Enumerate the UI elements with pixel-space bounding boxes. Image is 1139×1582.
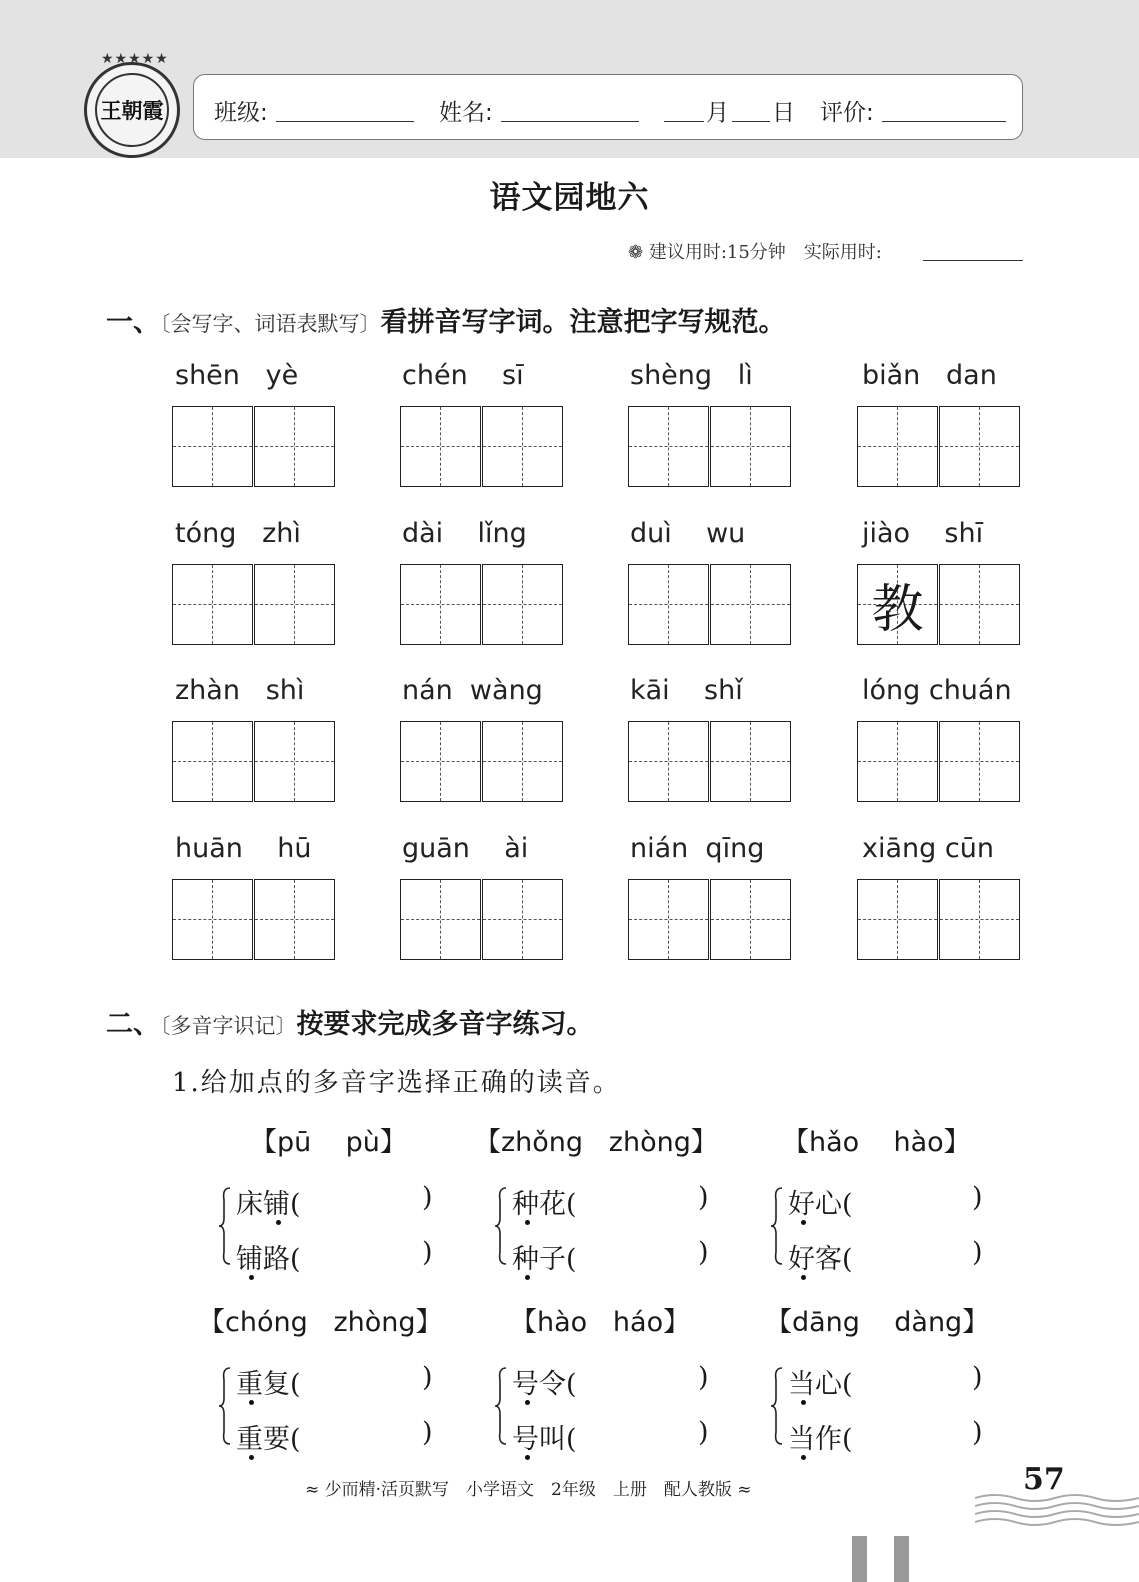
tianzi-box[interactable] xyxy=(628,406,709,487)
tianzi-box[interactable] xyxy=(857,721,938,802)
close-paren: ) xyxy=(698,1237,709,1268)
eval-field[interactable] xyxy=(882,121,1006,122)
pinyin-label: chén sī xyxy=(402,360,524,391)
pinyin-options: 【hào háo】 xyxy=(510,1307,691,1338)
section2-number: 二、 xyxy=(106,1009,160,1040)
pinyin-label: biǎn dan xyxy=(862,360,997,391)
day-field[interactable] xyxy=(732,121,770,122)
clock-icon: ❁ xyxy=(628,242,644,263)
brace-icon xyxy=(218,1186,232,1266)
emphasis-dot xyxy=(801,1220,806,1225)
written-character xyxy=(173,880,252,959)
polyphone-word: 种子( xyxy=(512,1244,577,1275)
tianzi-box[interactable] xyxy=(172,564,253,645)
close-paren: ) xyxy=(698,1182,709,1213)
pinyin-label: xiāng cūn xyxy=(862,833,994,864)
tianzi-box[interactable] xyxy=(628,879,709,960)
pinyin-options: 【chóng zhòng】 xyxy=(198,1307,443,1338)
written-character xyxy=(629,407,708,486)
tianzi-box[interactable] xyxy=(172,721,253,802)
tianzi-box[interactable] xyxy=(482,406,563,487)
answer-field[interactable] xyxy=(592,1362,696,1396)
written-character xyxy=(401,722,480,801)
actual-time-field[interactable] xyxy=(923,260,1023,261)
tianzi-box[interactable] xyxy=(254,564,335,645)
close-paren: ) xyxy=(698,1417,709,1448)
brace-icon xyxy=(770,1186,784,1266)
emphasis-dot xyxy=(525,1400,530,1405)
wave-decoration xyxy=(975,1490,1139,1530)
tianzi-box[interactable] xyxy=(628,721,709,802)
tianzi-box[interactable] xyxy=(939,564,1020,645)
pinyin-label: dài lǐng xyxy=(402,518,527,549)
tianzi-box[interactable] xyxy=(939,879,1020,960)
written-character: 教 xyxy=(871,580,924,640)
answer-field[interactable] xyxy=(316,1417,420,1451)
written-character xyxy=(858,880,937,959)
pinyin-label: nián qīng xyxy=(630,833,765,864)
written-character xyxy=(483,722,562,801)
binding-mark xyxy=(852,1536,867,1582)
page-title: 语文园地六 xyxy=(489,180,650,216)
month-field[interactable] xyxy=(664,121,704,122)
eval-label: 评价: xyxy=(820,100,874,126)
written-character xyxy=(255,880,334,959)
written-character xyxy=(401,407,480,486)
section1-heading xyxy=(106,300,786,339)
polyphone-word: 床铺( xyxy=(236,1189,301,1220)
binding-mark xyxy=(894,1536,909,1582)
answer-field[interactable] xyxy=(592,1417,696,1451)
tianzi-box[interactable] xyxy=(400,721,481,802)
pinyin-label: lóng chuán xyxy=(862,675,1012,706)
subquestion-1: 1.给加点的多音字选择正确的读音。 xyxy=(172,1068,621,1098)
written-character xyxy=(629,880,708,959)
pinyin-label: zhàn shì xyxy=(175,675,305,706)
pinyin-label: huān hū xyxy=(175,833,312,864)
brace-icon xyxy=(218,1366,232,1446)
tianzi-box[interactable] xyxy=(254,721,335,802)
emphasis-dot xyxy=(525,1455,530,1460)
written-character xyxy=(940,407,1019,486)
written-character xyxy=(173,722,252,801)
answer-field[interactable] xyxy=(316,1237,420,1271)
written-character xyxy=(858,722,937,801)
tianzi-box[interactable] xyxy=(857,564,938,645)
written-character xyxy=(858,407,937,486)
written-character xyxy=(401,565,480,644)
close-paren: ) xyxy=(422,1182,433,1213)
pinyin-options: 【zhǒng zhòng】 xyxy=(474,1127,718,1158)
name-field[interactable] xyxy=(501,121,639,122)
pinyin-label: duì wu xyxy=(630,518,746,549)
polyphone-word: 重复( xyxy=(236,1369,301,1400)
answer-field[interactable] xyxy=(868,1417,970,1451)
time-hint-text: 建议用时:15分钟 实际用时: xyxy=(648,242,882,263)
close-paren: ) xyxy=(422,1362,433,1393)
written-character xyxy=(483,565,562,644)
answer-field[interactable] xyxy=(868,1237,970,1271)
polyphone-word: 号叫( xyxy=(512,1424,577,1455)
tianzi-box[interactable] xyxy=(939,721,1020,802)
tianzi-box[interactable] xyxy=(254,406,335,487)
section1-tag: 〔会写字、词语表默写〕 xyxy=(160,312,381,336)
pinyin-label: nán wàng xyxy=(402,675,543,706)
polyphone-word: 好客( xyxy=(788,1244,853,1275)
answer-field[interactable] xyxy=(868,1362,970,1396)
close-paren: ) xyxy=(972,1237,983,1268)
class-label: 班级: xyxy=(214,100,268,126)
star-icon-row: ★★★★★ xyxy=(101,51,169,67)
pinyin-options: 【pū pù】 xyxy=(250,1127,407,1158)
tianzi-box[interactable] xyxy=(710,721,791,802)
written-character xyxy=(255,722,334,801)
pinyin-options: 【hǎo hào】 xyxy=(782,1127,971,1158)
pinyin-label: kāi shǐ xyxy=(630,675,743,706)
polyphone-word: 铺路( xyxy=(236,1244,301,1275)
close-paren: ) xyxy=(698,1362,709,1393)
written-character xyxy=(629,722,708,801)
page-number: 57 xyxy=(1023,1462,1065,1497)
tianzi-box[interactable] xyxy=(254,879,335,960)
tianzi-box[interactable] xyxy=(857,406,938,487)
answer-field[interactable] xyxy=(592,1182,696,1216)
publisher-logo xyxy=(84,51,180,158)
written-character xyxy=(255,565,334,644)
polyphone-word: 种花( xyxy=(512,1189,577,1220)
tianzi-box[interactable] xyxy=(400,879,481,960)
emphasis-dot xyxy=(525,1275,530,1280)
answer-field[interactable] xyxy=(316,1182,420,1216)
pinyin-options: 【dāng dàng】 xyxy=(765,1307,990,1338)
close-paren: ) xyxy=(972,1417,983,1448)
written-character xyxy=(711,407,790,486)
written-character xyxy=(940,565,1019,644)
written-character xyxy=(940,722,1019,801)
close-paren: ) xyxy=(972,1362,983,1393)
time-hint xyxy=(628,238,882,264)
tianzi-box[interactable] xyxy=(400,406,481,487)
emphasis-dot xyxy=(249,1400,254,1405)
emphasis-dot xyxy=(249,1275,254,1280)
written-character xyxy=(711,565,790,644)
pinyin-label: jiào shī xyxy=(862,518,984,549)
pinyin-label: shèng lì xyxy=(630,360,753,391)
tianzi-box[interactable] xyxy=(628,564,709,645)
tianzi-box[interactable] xyxy=(172,879,253,960)
polyphone-word: 号令( xyxy=(512,1369,577,1400)
close-paren: ) xyxy=(422,1417,433,1448)
emphasis-dot xyxy=(525,1220,530,1225)
written-character xyxy=(173,565,252,644)
emphasis-dot xyxy=(249,1455,254,1460)
emphasis-dot xyxy=(801,1275,806,1280)
brace-icon xyxy=(494,1366,508,1446)
month-label: 月 xyxy=(706,100,729,126)
written-character xyxy=(483,407,562,486)
written-character xyxy=(629,565,708,644)
tianzi-box[interactable] xyxy=(710,564,791,645)
section2-heading xyxy=(106,1002,594,1041)
written-character xyxy=(711,880,790,959)
written-character xyxy=(173,407,252,486)
section2-tag: 〔多音字识记〕 xyxy=(160,1014,297,1038)
tianzi-box[interactable] xyxy=(172,406,253,487)
close-paren: ) xyxy=(972,1182,983,1213)
brace-icon xyxy=(494,1186,508,1266)
written-character xyxy=(401,880,480,959)
emphasis-dot xyxy=(276,1220,281,1225)
student-info-box xyxy=(193,74,1023,140)
tianzi-box[interactable] xyxy=(482,879,563,960)
pinyin-label: shēn yè xyxy=(175,360,299,391)
emphasis-dot xyxy=(801,1400,806,1405)
tianzi-box[interactable] xyxy=(710,406,791,487)
tianzi-box[interactable] xyxy=(857,879,938,960)
section1-number: 一、 xyxy=(106,307,160,338)
class-field[interactable] xyxy=(276,121,414,122)
footer-text: ≈ 少而精·活页默写 小学语文 2年级 上册 配人教版 ≈ xyxy=(305,1480,752,1500)
logo-text: 王朝霞 xyxy=(95,73,169,147)
day-label: 日 xyxy=(772,100,795,126)
written-character xyxy=(483,880,562,959)
pinyin-label: tóng zhì xyxy=(175,518,301,549)
section2-instruction: 按要求完成多音字练习。 xyxy=(296,1009,594,1040)
tianzi-box[interactable] xyxy=(482,721,563,802)
polyphone-word: 重要( xyxy=(236,1424,301,1455)
close-paren: ) xyxy=(422,1237,433,1268)
tianzi-box[interactable] xyxy=(482,564,563,645)
polyphone-word: 当作( xyxy=(788,1424,853,1455)
written-character xyxy=(255,407,334,486)
section1-instruction: 看拼音写字词。注意把字写规范。 xyxy=(380,307,786,338)
answer-field[interactable] xyxy=(592,1237,696,1271)
written-character xyxy=(711,722,790,801)
name-label: 姓名: xyxy=(439,100,493,126)
pinyin-label: guān ài xyxy=(402,833,529,864)
written-character xyxy=(940,880,1019,959)
answer-field[interactable] xyxy=(316,1362,420,1396)
tianzi-box[interactable] xyxy=(400,564,481,645)
emphasis-dot xyxy=(801,1455,806,1460)
tianzi-box[interactable] xyxy=(939,406,1020,487)
polyphone-word: 当心( xyxy=(788,1369,853,1400)
tianzi-box[interactable] xyxy=(710,879,791,960)
polyphone-word: 好心( xyxy=(788,1189,853,1220)
answer-field[interactable] xyxy=(868,1182,970,1216)
brace-icon xyxy=(770,1366,784,1446)
